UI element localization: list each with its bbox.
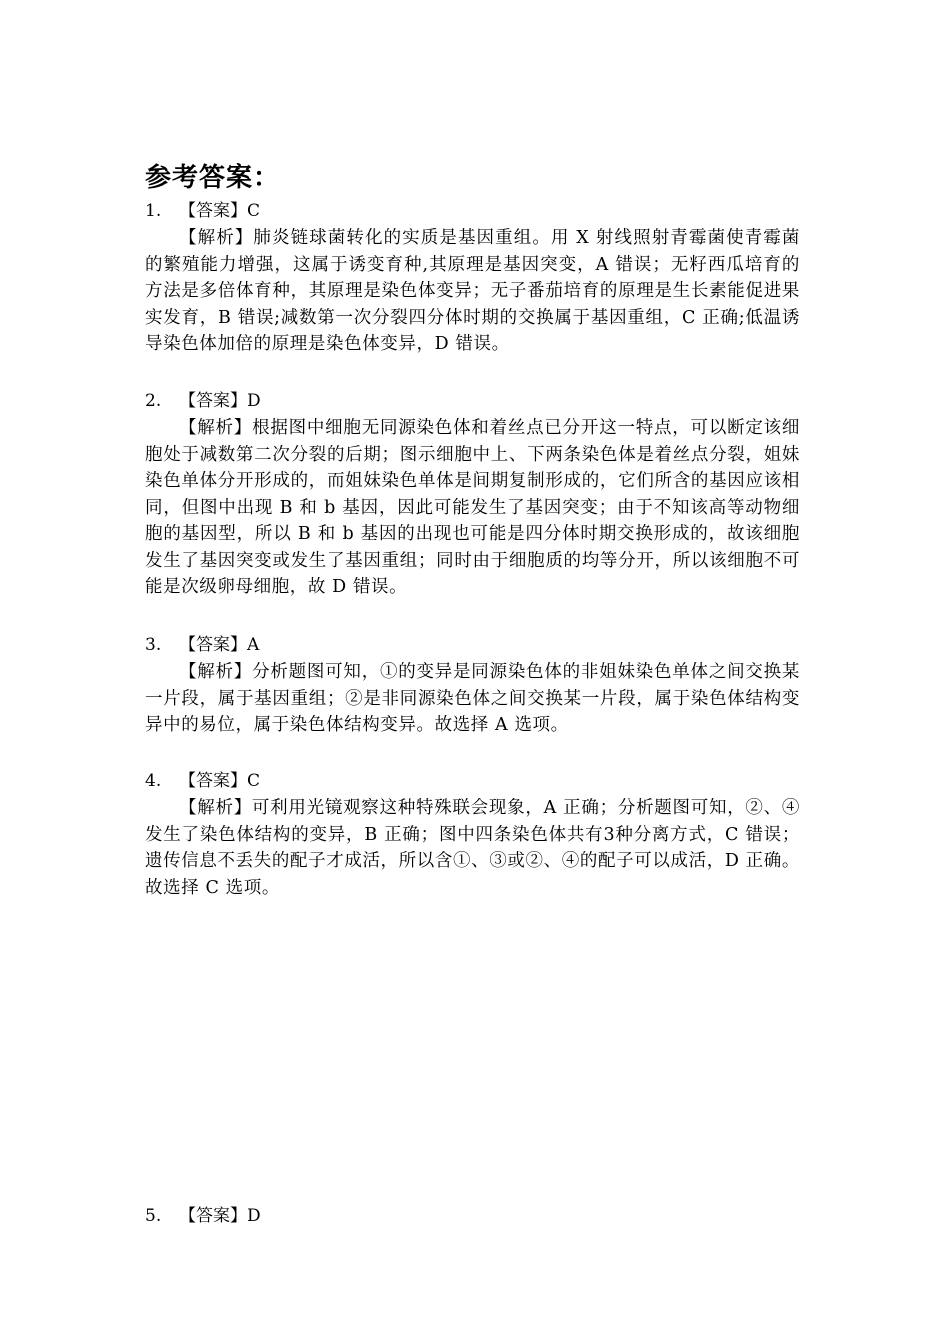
item-answer: 【答案】C (179, 771, 261, 791)
item-number: 2. (145, 391, 162, 411)
item-number: 1. (145, 201, 162, 221)
answer-line-5 (145, 1203, 261, 1229)
answer-line-1 (145, 198, 260, 224)
item-answer: 【答案】D (179, 391, 261, 411)
item-answer: 【答案】C (179, 201, 261, 221)
explanation-2: 【解析】根据图中细胞无同源染色体和着丝点已分开这一特点，可以断定该细胞处于减数第二次分裂的后期；图示细胞中上、下两条染色体是着丝点分裂，姐妹染色单体分开形成的，而姐妹染色单体是间期复制形成的，它们所含的基因应该相同，但图中出现 B 和 b 基因，因此可能发生了基因突变；由于不知该高等动物细胞的基因型，所以 B 和 b 基因的出现也可能是四分体时期交换形成的，故该细胞发生了基因突变或发生了基因重组；同时由于细胞质的均等分开，所以该细胞不可能是次级卵母细胞，故 D 错误。 (145, 418, 800, 597)
explanation-1: 【解析】肺炎链球菌转化的实质是基因重组。用 X 射线照射青霉菌使青霉菌的繁殖能力增强，这属于诱变育种,其原理是基因突变，A 错误；无籽西瓜培育的方法是多倍体育种，其原理是染色体变异；无子番茄培育的原理是生长素能促进果实发育，B 错误;减数第一次分裂四分体时期的交换属于基因重组，C 正确;低温诱导染色体加倍的原理是染色体变异，D 错误。 (145, 228, 800, 354)
item-answer: 【答案】D (179, 1206, 261, 1226)
item-number: 3. (145, 635, 162, 655)
answer-line-4 (145, 768, 260, 794)
answer-line-2 (145, 388, 261, 414)
explanation-3: 【解析】分析题图可知，①的变异是同源染色体的非姐妹染色单体之间交换某一片段，属于基因重组；②是非同源染色体之间交换某一片段，属于染色体结构变异中的易位，属于染色体结构变异。故选择 A 选项。 (145, 662, 800, 735)
item-number: 4. (145, 771, 162, 791)
item-answer: 【答案】A (179, 635, 260, 655)
explanation-4: 【解析】可利用光镜观察这种特殊联会现象，A 正确；分析题图可知，②、④发生了染色体结构的变异，B 正确；图中四条染色体共有3种分离方式，C 错误；遗传信息不丢失的配子才成活，所以含①、③或②、④的配子可以成活，D 正确。故选择 C 选项。 (145, 798, 800, 898)
item-number: 5. (145, 1206, 162, 1226)
answer-line-3 (145, 632, 259, 658)
page-title: 参考答案： (145, 163, 281, 193)
